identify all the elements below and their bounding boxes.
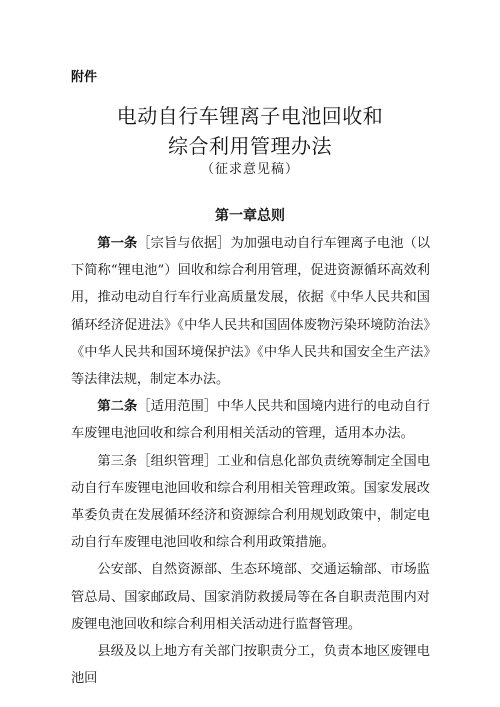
article-1 <box>71 230 430 393</box>
article-number: 第三条 <box>97 453 138 469</box>
article-number: 第二条 <box>97 399 138 415</box>
article-text: ［适用范围］中华人民共和国境内进行的电动自行车废锂电池回收和综合利用相关活动的管理，适用本办法。 <box>71 399 431 442</box>
document-title-line-1: 电动自行车锂离子电池回收和 <box>116 104 384 128</box>
article-text: ［宗旨与依据］为加强电动自行车锂离子电池（以下简称“锂电池”）回收和综合利用管理，促进资源循环高效利用，推动电动自行车行业高质量发展，依据《中华人民共和国循环经济促进法》《中华人民共和国固体废物污染环境防治法》《中华人民共和国环境保护法》《中华人民共和国安全生产法》等法律法规，制定本办法。 <box>71 236 431 388</box>
chapter-heading: 第一章总则 <box>215 208 285 224</box>
attachment-label: 附件 <box>71 70 98 85</box>
body-paragraph: 公安部、自然资源部、生态环境部、交通运输部、市场监管总局、国家邮政局、国家消防救援局等在各自职责范围内对废锂电池回收和综合利用相关活动进行监督管理。 <box>71 562 430 632</box>
article-2 <box>71 393 430 447</box>
document-body <box>71 230 430 692</box>
article-text: ［组织管理］工业和信息化部负责统筹制定全国电动自行车废锂电池回收和综合利用相关管理政策。国家发展改革委负责在发展循环经济和资源综合利用规划政策中，制定电动自行车废锂电池回收和综合利用政策措施。 <box>71 453 431 551</box>
document-subtitle: （征求意见稿） <box>200 162 299 177</box>
body-paragraph: 县级及以上地方有关部门按职责分工，负责本地区废锂电池回 <box>71 644 430 687</box>
article-3 <box>71 448 430 557</box>
document-title-line-2: 综合利用管理办法 <box>168 134 332 158</box>
article-number: 第一条 <box>97 236 138 251</box>
